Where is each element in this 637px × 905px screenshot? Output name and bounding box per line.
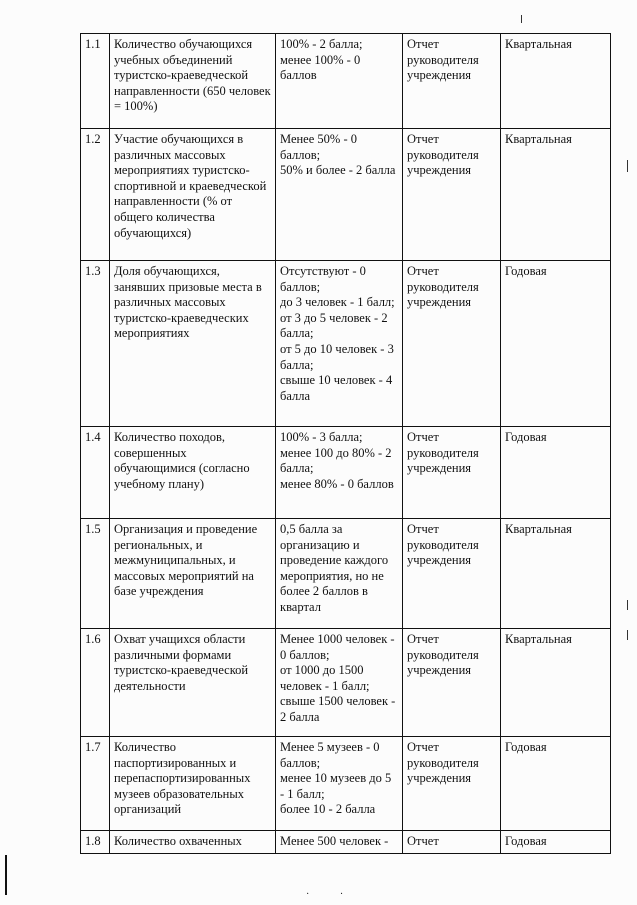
period-cell: Квартальная: [501, 629, 611, 737]
table-row: [81, 519, 611, 629]
period-cell: Квартальная: [501, 519, 611, 629]
row-number: 1.6: [81, 629, 110, 737]
criteria-cell: Менее 50% - 0 баллов; 50% и более - 2 балла: [276, 129, 403, 261]
indicator-cell: Охват учащихся области различными формами туристско-краеведческой деятельности: [110, 629, 276, 737]
period-cell: Годовая: [501, 427, 611, 519]
criteria-cell: Отсутствуют - 0 баллов; до 3 человек - 1 балл; от 3 до 5 человек - 2 балла; от 5 до 10 человек - 3 балла; свыше 10 человек - 4 балла: [276, 261, 403, 427]
criteria-cell: Менее 1000 человек - 0 баллов; от 1000 до 1500 человек - 1 балл; свыше 1500 человек - 2 балла: [276, 629, 403, 737]
scan-artifact-mark: [627, 600, 628, 610]
table-row: [81, 261, 611, 427]
source-cell: Отчет руководителя учреждения: [403, 629, 501, 737]
table-row: [81, 737, 611, 831]
row-number: 1.4: [81, 427, 110, 519]
criteria-table: [80, 33, 611, 854]
scan-artifact-mark: [521, 15, 522, 23]
row-number: 1.3: [81, 261, 110, 427]
period-cell: Годовая: [501, 737, 611, 831]
table-row: [81, 831, 611, 854]
row-number: 1.2: [81, 129, 110, 261]
row-number: 1.8: [81, 831, 110, 854]
criteria-cell: Менее 5 музеев - 0 баллов; менее 10 музеев до 5 - 1 балл; более 10 - 2 балла: [276, 737, 403, 831]
source-cell: Отчет руководителя учреждения: [403, 427, 501, 519]
period-cell: Квартальная: [501, 129, 611, 261]
source-cell: Отчет руководителя учреждения: [403, 519, 501, 629]
criteria-cell: 100% - 2 балла; менее 100% - 0 баллов: [276, 34, 403, 129]
indicator-cell: Участие обучающихся в различных массовых мероприятиях туристско-спортивной и краеведческой направленности (% от общего количества обучающихся): [110, 129, 276, 261]
indicator-cell: Количество паспортизированных и перепаспортизированных музеев образовательных организаций: [110, 737, 276, 831]
table-row: [81, 629, 611, 737]
table-row: [81, 427, 611, 519]
source-cell: Отчет руководителя учреждения: [403, 261, 501, 427]
indicator-cell: Количество обучающихся учебных объединений туристско-краеведческой направленности (650 человек = 100%): [110, 34, 276, 129]
source-cell: Отчет руководителя учреждения: [403, 129, 501, 261]
indicator-cell: Количество охваченных: [110, 831, 276, 854]
period-cell: Годовая: [501, 831, 611, 854]
scan-artifact-mark: [627, 630, 628, 640]
row-number: 1.1: [81, 34, 110, 129]
source-cell: Отчет: [403, 831, 501, 854]
indicator-cell: Количество походов, совершенных обучающимися (согласно учебному плану): [110, 427, 276, 519]
row-number: 1.7: [81, 737, 110, 831]
table-row: [81, 129, 611, 261]
table-row: [81, 34, 611, 129]
indicator-cell: Доля обучающихся, занявших призовые места в различных массовых туристско-краеведческих мероприятиях: [110, 261, 276, 427]
scan-artifact-dots: · ·: [306, 889, 358, 900]
criteria-cell: 0,5 балла за организацию и проведение каждого мероприятия, но не более 2 баллов в квартал: [276, 519, 403, 629]
criteria-cell: Менее 500 человек -: [276, 831, 403, 854]
row-number: 1.5: [81, 519, 110, 629]
scan-artifact-mark: [627, 160, 628, 172]
source-cell: Отчет руководителя учреждения: [403, 34, 501, 129]
criteria-cell: 100% - 3 балла; менее 100 до 80% - 2 балла; менее 80% - 0 баллов: [276, 427, 403, 519]
period-cell: Квартальная: [501, 34, 611, 129]
source-cell: Отчет руководителя учреждения: [403, 737, 501, 831]
binding-edge-mark: [5, 855, 7, 895]
period-cell: Годовая: [501, 261, 611, 427]
indicator-cell: Организация и проведение региональных, и межмуниципальных, и массовых мероприятий на базе учреждения: [110, 519, 276, 629]
